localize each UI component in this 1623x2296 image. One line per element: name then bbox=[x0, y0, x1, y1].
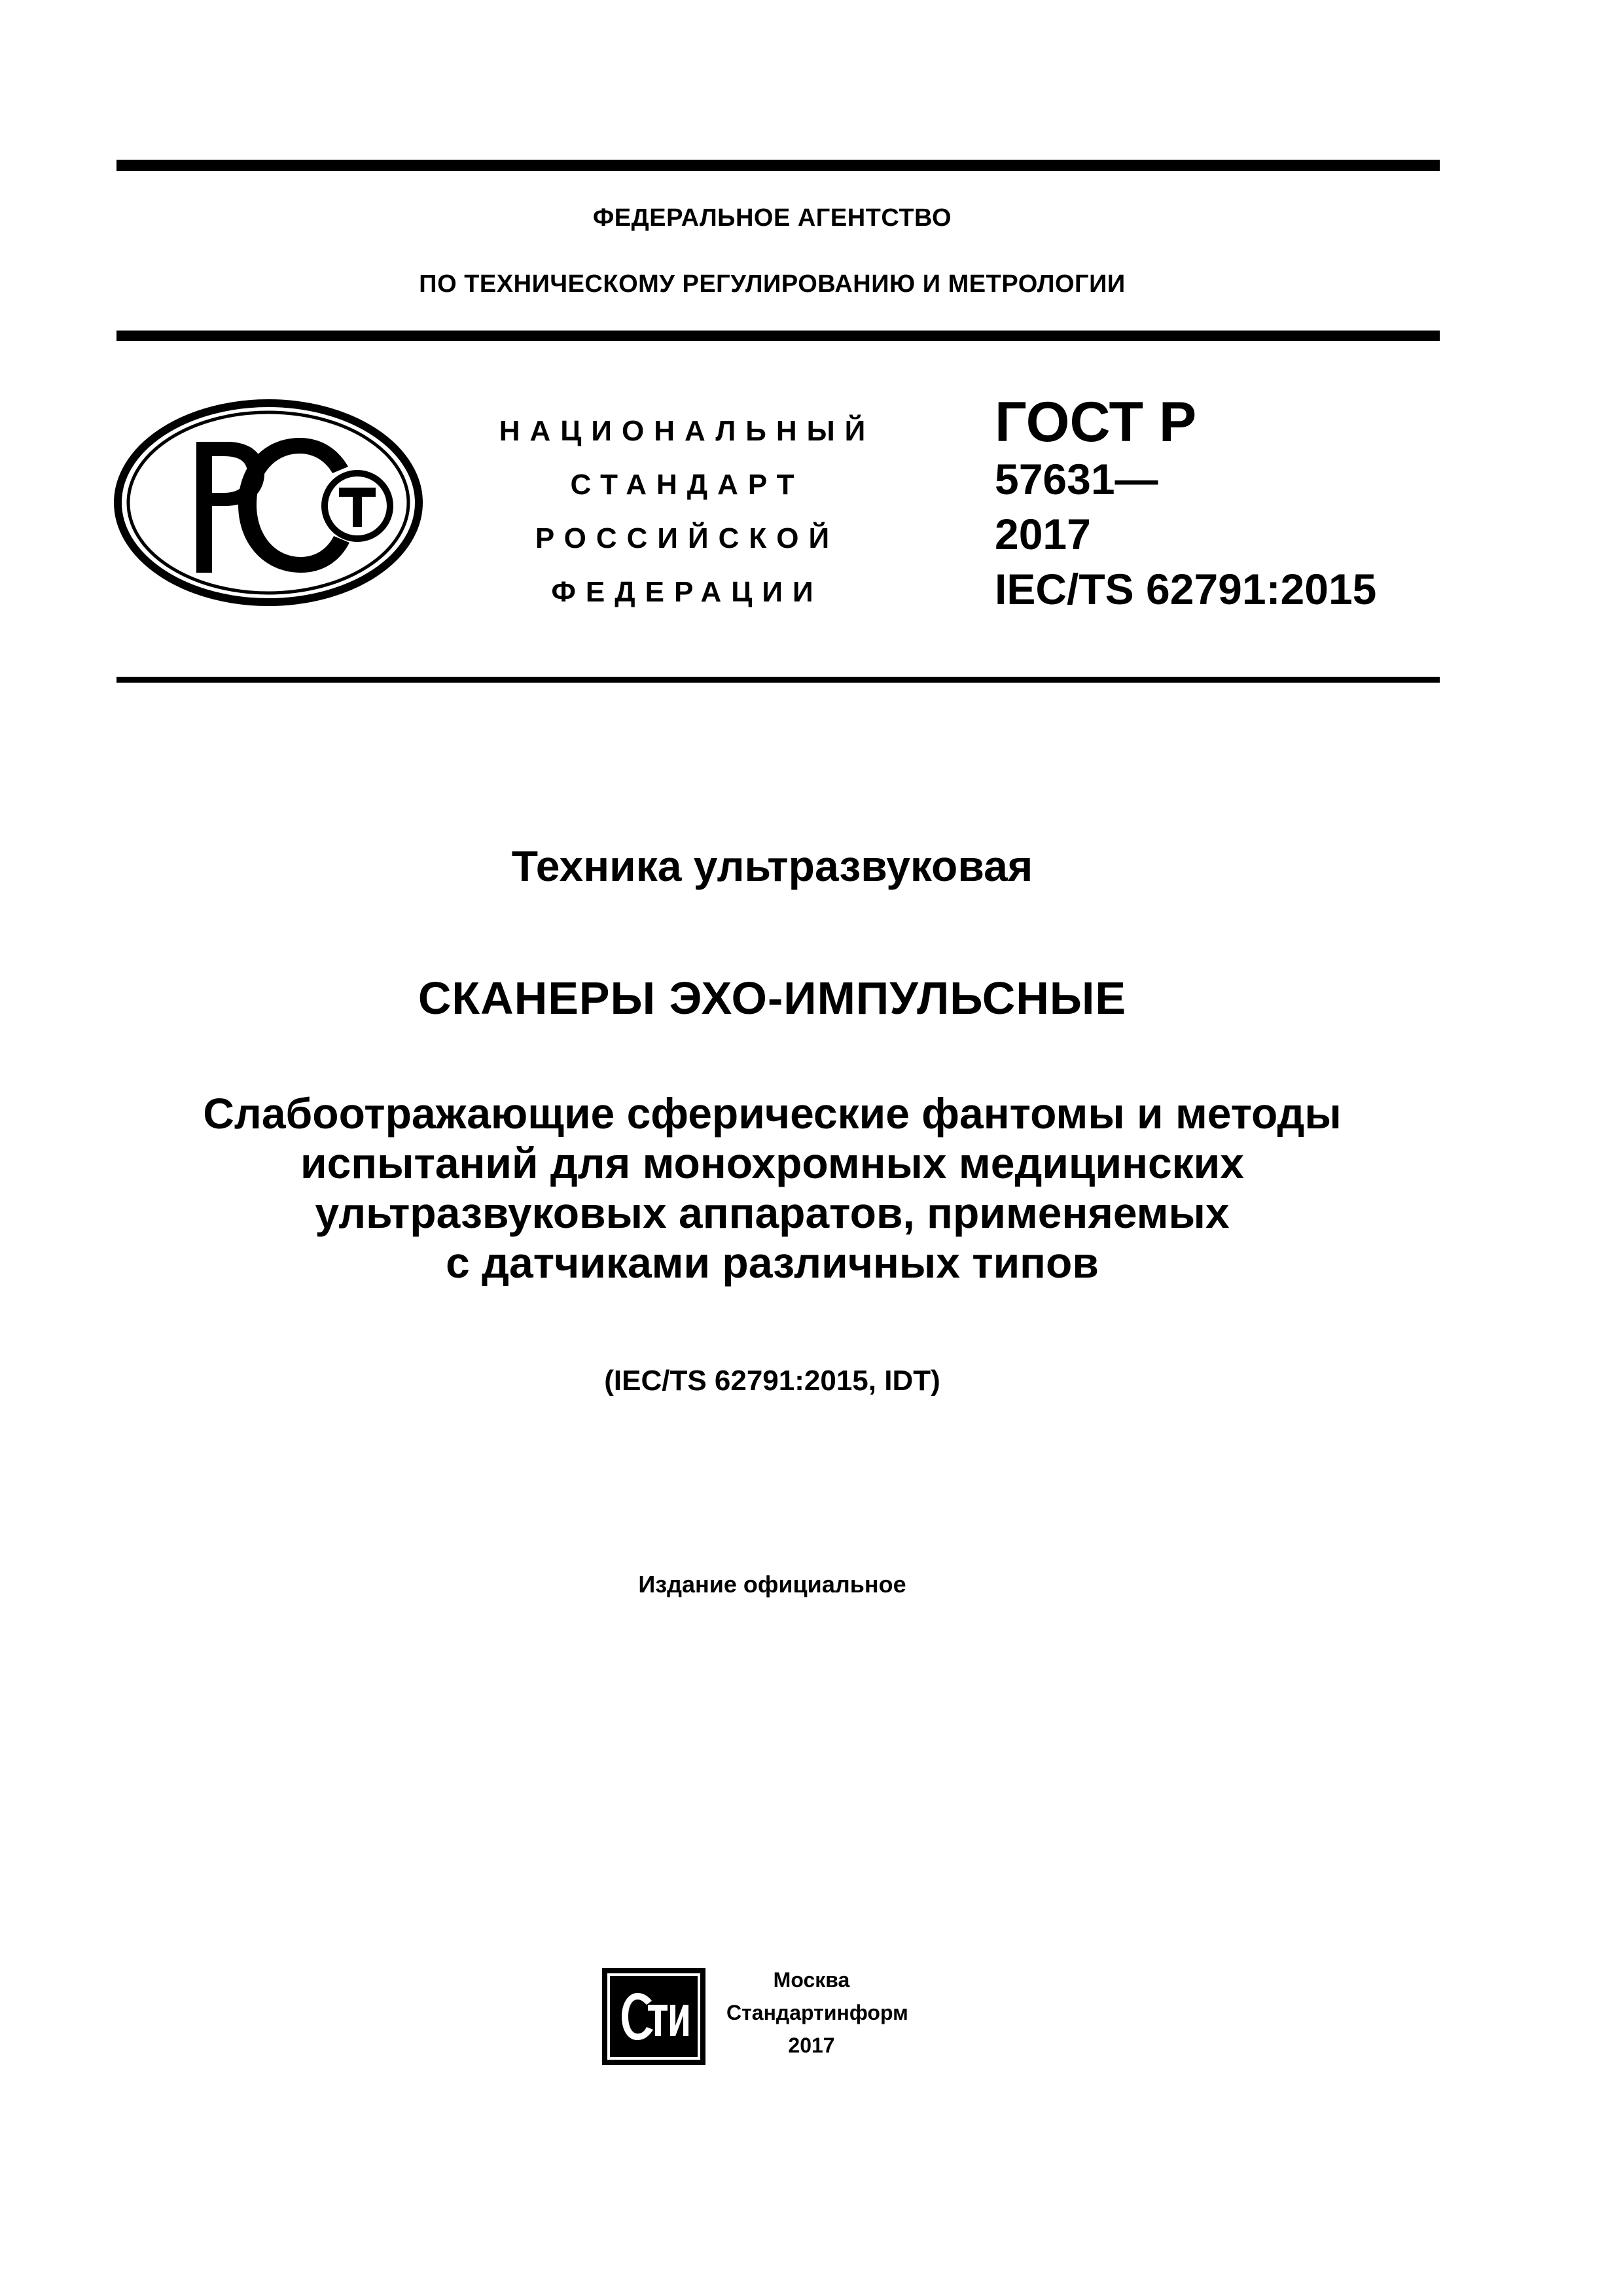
publisher-block bbox=[726, 1964, 908, 2062]
standard-type-line-2: СТАНДАРТ bbox=[570, 469, 804, 501]
title-line-1: Техника ультразвуковая bbox=[511, 842, 1033, 890]
standard-type-line-1: НАЦИОНАЛЬНЫЙ bbox=[499, 415, 876, 447]
top-rule bbox=[116, 160, 1440, 171]
rst-logo-icon bbox=[113, 396, 424, 609]
agency-line-2: ПО ТЕХНИЧЕСКОМУ РЕГУЛИРОВАНИЮ И МЕТРОЛОГИИ bbox=[419, 270, 1126, 298]
edition-label: Издание официальное bbox=[638, 1571, 906, 1598]
subtitle-line-2: испытаний для монохромных медицинских bbox=[300, 1139, 1244, 1187]
designation-line-3: 2017 bbox=[995, 510, 1091, 558]
middle-rule bbox=[116, 331, 1440, 341]
subtitle-line-3: ультразвуковых аппаратов, применяемых bbox=[315, 1189, 1230, 1237]
standartinform-logo-icon bbox=[601, 1967, 707, 2066]
subtitle-line-1: Слабоотражающие сферические фантомы и методы bbox=[203, 1089, 1342, 1138]
designation-block bbox=[995, 393, 1376, 617]
standard-type-line-3: РОССИЙСКОЙ bbox=[535, 522, 840, 554]
designation-line-1: ГОСТ Р bbox=[995, 391, 1197, 454]
publisher-name: Стандартинформ bbox=[726, 2001, 908, 2024]
subtitle-line-4: с датчиками различных типов bbox=[446, 1238, 1099, 1287]
subtitle-block bbox=[0, 1088, 1544, 1287]
designation-line-2: 57631— bbox=[995, 455, 1158, 503]
identity-note: (IEC/TS 62791:2015, IDT) bbox=[604, 1365, 940, 1397]
title-line-2: СКАНЕРЫ ЭХО-ИМПУЛЬСНЫЕ bbox=[418, 973, 1127, 1024]
designation-line-4: IEC/TS 62791:2015 bbox=[995, 565, 1377, 613]
publisher-city: Москва bbox=[773, 1968, 850, 1992]
bottom-rule bbox=[116, 677, 1440, 683]
emblem-text: РСТ bbox=[113, 396, 114, 397]
publisher-year: 2017 bbox=[788, 2034, 835, 2057]
standard-type-block bbox=[445, 404, 929, 619]
agency-line-1: ФЕДЕРАЛЬНОЕ АГЕНТСТВО bbox=[592, 204, 952, 232]
standard-type-line-4: ФЕДЕРАЦИИ bbox=[551, 576, 823, 608]
